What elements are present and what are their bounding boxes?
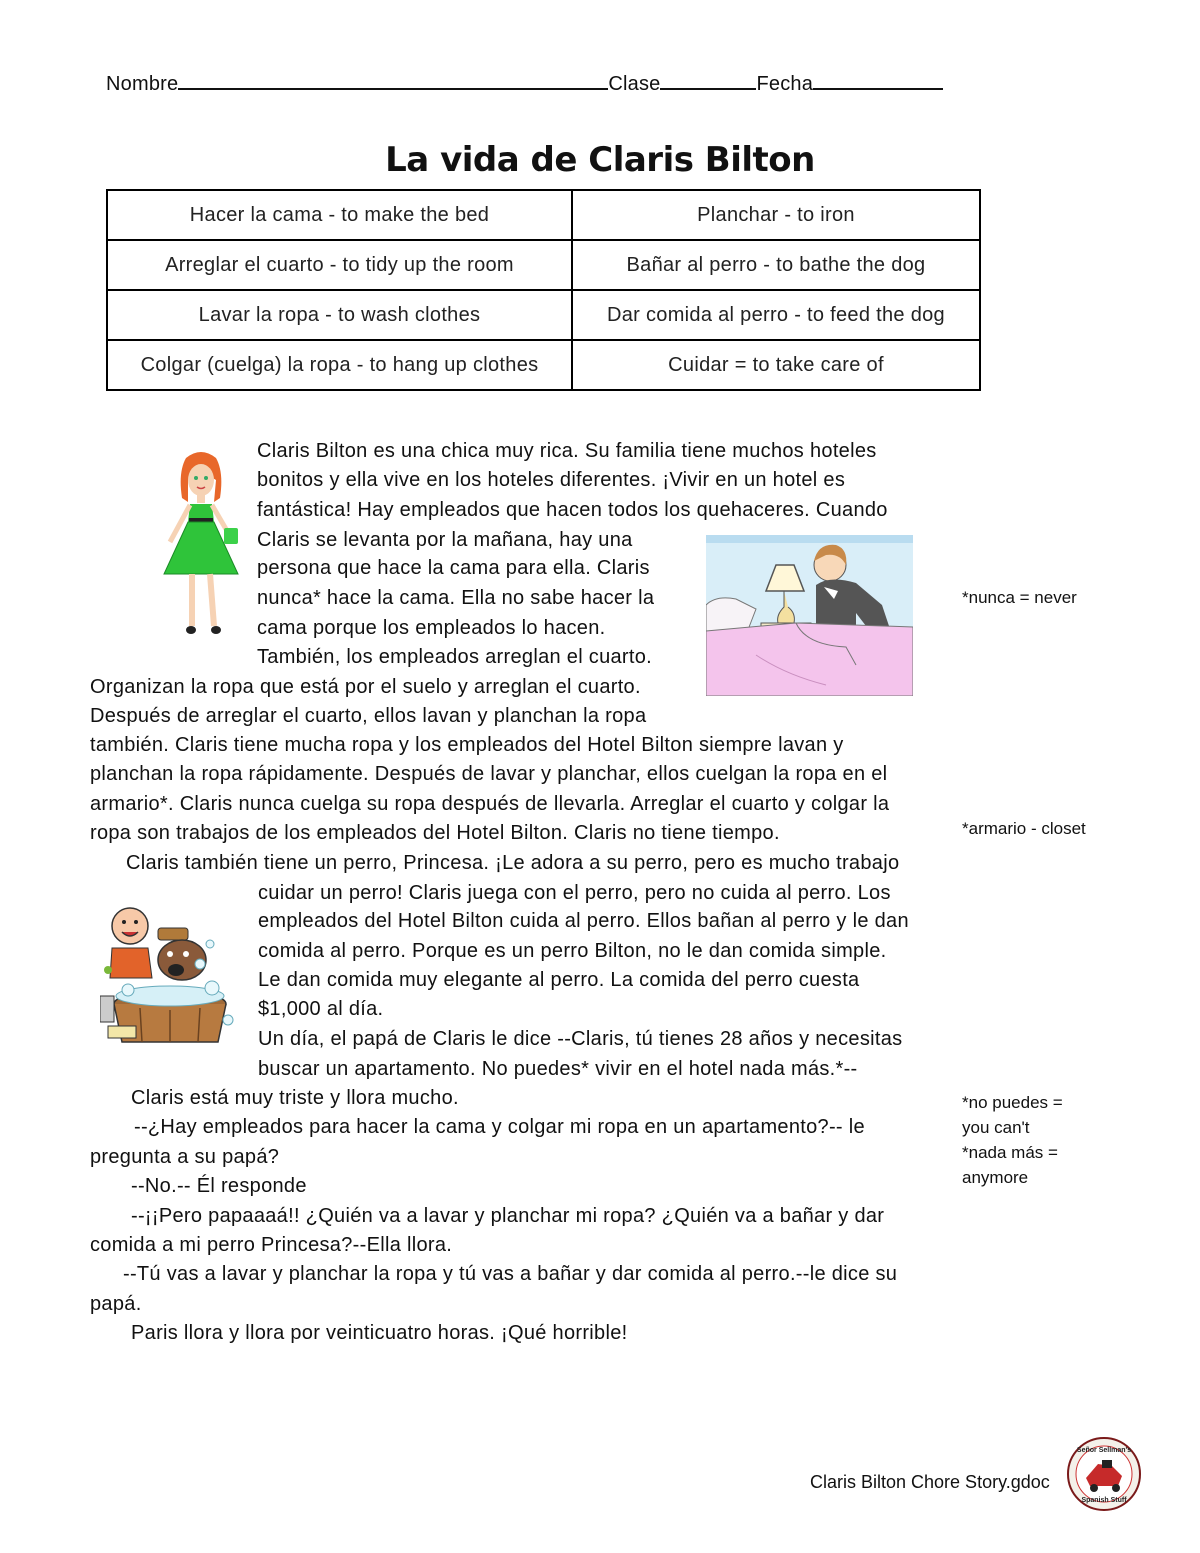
story-line: Organizan la ropa que está por el suelo y arreglan el cuarto. <box>90 676 641 698</box>
story-line: También, los empleados arreglan el cuarto. <box>257 646 653 668</box>
table-row <box>107 290 980 340</box>
vocab-cell: Lavar la ropa - to wash clothes <box>107 290 572 340</box>
story-line: --¿Hay empleados para hacer la cama y colgar mi ropa en un apartamento?-- le <box>134 1116 865 1138</box>
story-line: papá. <box>90 1293 142 1315</box>
story-line: comida a mi perro Princesa?--Ella llora. <box>90 1234 453 1256</box>
vocab-cell: Arreglar el cuarto - to tidy up the room <box>107 240 572 290</box>
story-line: ropa son trabajos de los empleados del Hotel Bilton. Claris no tiene tiempo. <box>90 822 780 844</box>
story-line: empleados del Hotel Bilton cuida al perro. Ellos bañan al perro y le dan <box>258 910 909 932</box>
story-line: pregunta a su papá? <box>90 1146 280 1168</box>
footer-filename: Claris Bilton Chore Story.gdoc <box>810 1472 1050 1492</box>
story-line: planchan la ropa rápidamente. Después de lavar y planchar, ellos cuelgan la ropa en el <box>90 763 888 785</box>
story-line: Después de arreglar el cuarto, ellos lavan y planchan la ropa <box>90 705 647 727</box>
story-line: --Tú vas a lavar y planchar la ropa y tú vas a bañar y dar comida al perro.--le dice su <box>123 1263 898 1285</box>
story-line: Paris llora y llora por veinticuatro horas. ¡Qué horrible! <box>131 1322 628 1344</box>
story-line: Claris Bilton es una chica muy rica. Su familia tiene muchos hoteles <box>257 440 877 462</box>
maid-making-bed-illustration <box>706 535 913 696</box>
nombre-label: Nombre <box>106 73 179 95</box>
story-line: $1,000 al día. <box>258 998 384 1020</box>
girl-illustration <box>158 450 244 638</box>
vocab-cell: Dar comida al perro - to feed the dog <box>572 290 980 340</box>
vocab-cell: Bañar al perro - to bathe the dog <box>572 240 980 290</box>
vocab-cell: Planchar - to iron <box>572 190 980 240</box>
note-line: you can't <box>962 1118 1030 1137</box>
logo-bottom-text: Spanish Stuff <box>1081 1497 1127 1504</box>
story-line: Claris está muy triste y llora mucho. <box>131 1087 459 1109</box>
note-line: *nada más = <box>962 1143 1058 1162</box>
story-line: --No.-- Él responde <box>131 1175 307 1197</box>
logo-badge <box>1066 1436 1142 1512</box>
logo-top-text: Señor Sellman's <box>1076 1447 1132 1454</box>
vocab-table <box>106 189 981 391</box>
story-line: comida al perro. Porque es un perro Bilton, no le dan comida simple. <box>258 940 887 962</box>
nombre-blank[interactable] <box>178 70 608 90</box>
boy-bathing-dog-illustration <box>100 900 242 1050</box>
fecha-label: Fecha <box>756 73 814 95</box>
story-line: nunca* hace la cama. Ella no sabe hacer la <box>257 587 655 609</box>
story-line: Un día, el papá de Claris le dice --Claris, tú tienes 28 años y necesitas <box>258 1028 903 1050</box>
story-line: bonitos y ella vive en los hoteles diferentes. ¡Vivir en un hotel es <box>257 469 846 491</box>
story-line: cuidar un perro! Claris juega con el perro, pero no cuida al perro. Los <box>258 882 891 904</box>
margin-note-puedes <box>962 1090 1063 1190</box>
vocab-cell: Colgar (cuelga) la ropa - to hang up clothes <box>107 340 572 390</box>
story-line: Le dan comida muy elegante al perro. La comida del perro cuesta <box>258 969 860 991</box>
student-info-header <box>106 70 943 96</box>
note-line: *no puedes = <box>962 1093 1063 1112</box>
story-line: buscar un apartamento. No puedes* vivir en el hotel nada más.*-- <box>258 1058 858 1080</box>
clase-label: Clase <box>608 73 661 95</box>
table-row <box>107 190 980 240</box>
note-line: anymore <box>962 1168 1029 1187</box>
story-line: también. Claris tiene mucha ropa y los empleados del Hotel Bilton siempre lavan y <box>90 734 844 756</box>
table-row <box>107 340 980 390</box>
story-line: persona que hace la cama para ella. Claris <box>257 557 650 579</box>
margin-note-armario: *armario - closet <box>962 819 1086 838</box>
margin-note-nunca: *nunca = never <box>962 588 1077 607</box>
fecha-blank[interactable] <box>813 70 943 90</box>
table-row <box>107 240 980 290</box>
page-title: La vida de Claris Bilton <box>385 140 815 180</box>
story-line: Claris también tiene un perro, Princesa. ¡Le adora a su perro, pero es mucho trabajo <box>126 852 900 874</box>
vocab-cell: Cuidar = to take care of <box>572 340 980 390</box>
story-line: Claris se levanta por la mañana, hay una <box>257 529 633 551</box>
story-line: cama porque los empleados lo hacen. <box>257 617 606 639</box>
story-line: armario*. Claris nunca cuelga su ropa después de llevarla. Arreglar el cuarto y colgar la <box>90 793 890 815</box>
vocab-cell: Hacer la cama - to make the bed <box>107 190 572 240</box>
story-line: fantástica! Hay empleados que hacen todos los quehaceres. Cuando <box>257 499 888 521</box>
story-line: --¡¡Pero papaaaá!! ¿Quién va a lavar y planchar mi ropa? ¿Quién va a bañar y dar <box>131 1205 885 1227</box>
clase-blank[interactable] <box>660 70 756 90</box>
